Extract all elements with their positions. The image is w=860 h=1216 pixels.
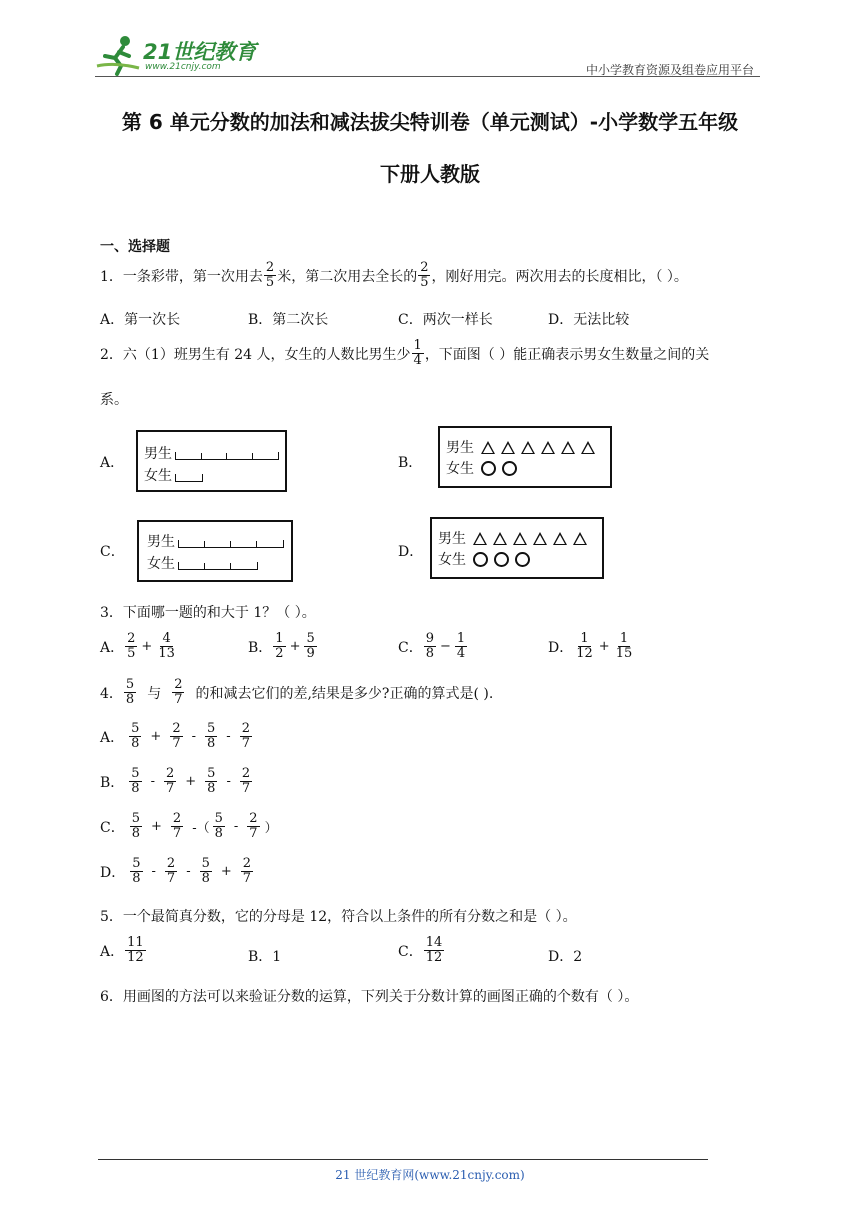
header-rule — [95, 76, 760, 77]
boy-segment — [178, 540, 284, 548]
triangle-icon — [533, 532, 547, 545]
q2-option-b-letter[interactable]: B． — [398, 455, 423, 471]
q6-stem: 6．用画图的方法可以来验证分数的运算，下列关于分数计算的画图正确的个数有（ ）。 — [100, 989, 639, 1005]
q4-option-d[interactable]: D． $\frac{5}{8}$ - $\frac{2}{7}$ - $\frac{5}{8}$ + $\frac{2}{7}$ — [100, 856, 252, 886]
header — [95, 32, 760, 80]
q2-stem-line2: 系。 — [100, 392, 128, 408]
q5-option-b[interactable]: B．1 — [248, 949, 282, 965]
circle-icon — [502, 461, 517, 476]
q1-option-a[interactable]: A．第一次长 — [100, 312, 181, 328]
q2-option-d-letter[interactable]: D． — [398, 544, 424, 560]
q2-stem: 2．六（1）班男生有 24 人，女生的人数比男生少 $\frac{1}{4}$ ，下面图（ ）能正确表示男女生数量之间的关 — [100, 338, 710, 368]
q5-option-d[interactable]: D．2 — [548, 949, 583, 965]
q3-option-c[interactable]: C． $\frac{9}{8}$ − $\frac{1}{4}$ — [398, 631, 466, 661]
footer-text[interactable]: 21 世纪教育网(www.21cnjy.com) — [335, 1168, 525, 1182]
q2-option-a-letter[interactable]: A． — [100, 455, 125, 471]
title-line-1: 第 6 单元分数的加法和减法拔尖特训卷（单元测试）-小学数学五年级 — [121, 110, 739, 134]
footer-rule — [98, 1159, 708, 1160]
triangle-icon — [501, 441, 515, 454]
triangle-icon — [493, 532, 507, 545]
q2-diagram-d[interactable]: 男生 女生 — [430, 517, 604, 579]
triangle-icon — [553, 532, 567, 545]
fraction: $\frac{2}{5}$ — [265, 260, 275, 290]
q2-diagram-b[interactable]: 男生 女生 — [438, 426, 612, 488]
q2-option-c-letter[interactable]: C． — [100, 544, 125, 560]
title-line-2: 下册人教版 — [380, 162, 480, 186]
triangle-icon — [581, 441, 595, 454]
triangle-icon — [561, 441, 575, 454]
q3-option-a[interactable]: A． $\frac{2}{5}$ + $\frac{4}{13}$ — [100, 631, 175, 661]
q1-option-d[interactable]: D．无法比较 — [548, 312, 630, 328]
logo-text: 21世纪教育 — [143, 40, 257, 64]
q3-option-b[interactable]: B． $\frac{1}{2}$ + $\frac{5}{9}$ — [248, 631, 315, 661]
triangle-icon — [473, 532, 487, 545]
fraction: $\frac{2}{5}$ — [420, 260, 429, 290]
triangle-icon — [541, 441, 555, 454]
q5-stem: 5．一个最简真分数，它的分母是 12，符合以上条件的所有分数之和是（ ）。 — [100, 909, 577, 925]
q2-diagram-a[interactable]: 男生 女生 — [136, 430, 287, 492]
logo-url: www.21cnjy.com — [145, 62, 221, 72]
girl-segment — [175, 474, 203, 482]
triangle-icon — [521, 441, 535, 454]
q2-diagram-c[interactable]: 男生 女生 — [137, 520, 293, 582]
fraction: $\frac{1}{4}$ — [413, 338, 422, 368]
triangle-icon — [481, 441, 495, 454]
circle-icon — [473, 552, 488, 567]
triangle-icon — [513, 532, 527, 545]
q1-option-c[interactable]: C．两次一样长 — [398, 312, 493, 328]
q1-stem: 1．一条彩带，第一次用去 $\frac{2}{5}$ 米，第二次用去全长的 $\frac{2}{5}$ ，刚好用完。两次用去的长度相比，（ ）。 — [100, 260, 688, 290]
page-title — [0, 106, 860, 187]
q5-option-c[interactable]: C． $\frac{14}{12}$ — [398, 935, 443, 965]
boy-segment — [175, 452, 279, 460]
circle-icon — [481, 461, 496, 476]
q1-option-b[interactable]: B．第二次长 — [248, 312, 329, 328]
q3-option-d[interactable]: D． $\frac{1}{12}$ + $\frac{1}{15}$ — [548, 631, 633, 661]
triangle-icon — [573, 532, 587, 545]
q4-stem: 4． $\frac{5}{8}$ 与 $\frac{2}{7}$ 的和减去它们的差,结果是多少?正确的算式是( ). — [100, 677, 494, 707]
platform-name: 中小学教育资源及组卷应用平台 — [585, 63, 754, 77]
circle-icon — [515, 552, 530, 567]
section-heading: 一、选择题 — [100, 239, 170, 255]
logo-runner-icon — [95, 34, 145, 76]
q3-stem: 3．下面哪一题的和大于 1？（ ）。 — [100, 605, 316, 621]
circle-icon — [494, 552, 509, 567]
girl-segment — [178, 562, 258, 570]
q4-option-b[interactable]: B． $\frac{5}{8}$ - $\frac{2}{7}$ + $\frac{5}{8}$ - $\frac{2}{7}$ — [100, 766, 251, 796]
q5-option-a[interactable]: A． $\frac{11}{12}$ — [100, 935, 144, 965]
q4-option-a[interactable]: A． $\frac{5}{8}$ + $\frac{2}{7}$ - $\frac{5}{8}$ - $\frac{2}{7}$ — [100, 721, 250, 751]
q4-option-c[interactable]: C． $\frac{5}{8}$ + $\frac{2}{7}$ -（ $\frac{5}{8}$ - $\frac{2}{7}$ ） — [100, 811, 278, 841]
